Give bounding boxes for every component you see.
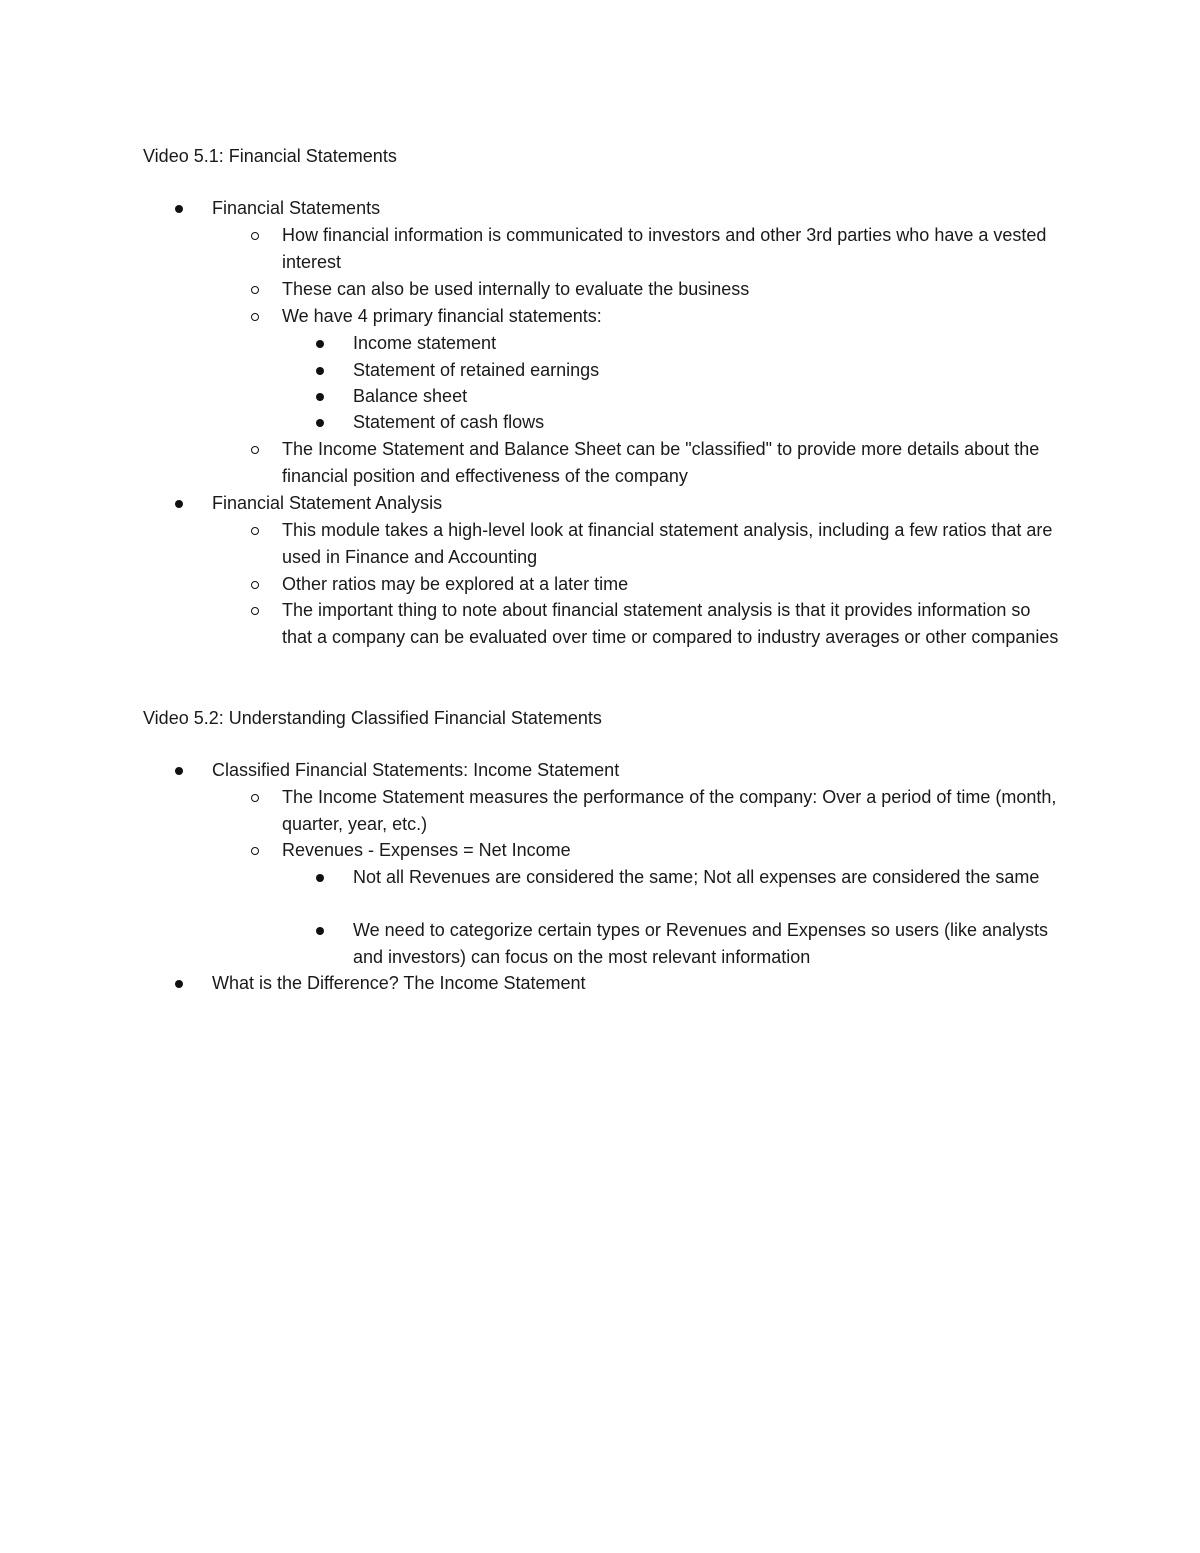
bullet-icon <box>316 419 324 427</box>
list-item <box>212 490 1062 517</box>
list-item <box>212 195 1062 222</box>
list-item <box>353 917 1053 971</box>
circle-bullet-icon <box>251 286 259 294</box>
list-item-text: What is the Difference? The Income Statement <box>212 973 586 993</box>
circle-bullet-icon <box>251 446 259 454</box>
circle-bullet-icon <box>251 607 259 615</box>
list-item <box>353 330 1053 357</box>
list-item-text: Statement of retained earnings <box>353 360 600 380</box>
bullet-icon <box>175 980 183 988</box>
list-item-text: We have 4 primary financial statements: <box>282 306 602 326</box>
list-item <box>282 436 1062 490</box>
bullet-icon <box>316 367 324 375</box>
list-item-text: Classified Financial Statements: Income Statement <box>212 760 620 780</box>
circle-bullet-icon <box>251 847 259 855</box>
circle-bullet-icon <box>251 313 259 321</box>
list-item <box>282 784 1062 838</box>
list-item <box>353 357 1053 384</box>
list-item <box>353 383 1053 410</box>
list-item-text: Financial Statements <box>212 198 381 218</box>
bullet-icon <box>316 340 324 348</box>
bullet-icon <box>175 205 183 213</box>
list-item-text: These can also be used internally to evaluate the business <box>282 279 750 299</box>
bullet-icon <box>175 500 183 508</box>
list-item <box>282 837 1062 864</box>
list-item-text: We need to categorize certain types or Revenues and Expenses so users (like analysts and investors) can focus on the most relevant information <box>353 920 1049 967</box>
bullet-icon <box>316 874 324 882</box>
circle-bullet-icon <box>251 794 259 802</box>
bullet-icon <box>175 767 183 775</box>
list-item-text: The important thing to note about financial statement analysis is that it provides information so that a company can be evaluated over time or compared to industry averages or other companies <box>282 600 1059 647</box>
list-item-text: Income statement <box>353 333 497 353</box>
list-item-text: This module takes a high-level look at financial statement analysis, including a few ratios that are used in Finance and Accounting <box>282 520 1053 567</box>
list-item <box>282 222 1062 276</box>
list-item-text: How financial information is communicated to investors and other 3rd parties who have a vested interest <box>282 225 1047 272</box>
list-item <box>212 970 1062 997</box>
bullet-icon <box>316 927 324 935</box>
list-item <box>282 571 1062 598</box>
list-item <box>282 517 1062 571</box>
list-item-text: The Income Statement measures the performance of the company: Over a period of time (month, quarter, year, etc.) <box>282 787 1057 834</box>
list-item <box>353 864 1053 891</box>
list-item-text: Financial Statement Analysis <box>212 493 443 513</box>
circle-bullet-icon <box>251 232 259 240</box>
list-item <box>282 276 1062 303</box>
list-item-text: Not all Revenues are considered the same; Not all expenses are considered the same <box>353 867 1040 887</box>
list-item-text: Statement of cash flows <box>353 412 545 432</box>
list-item-text: The Income Statement and Balance Sheet can be "classified" to provide more details about the financial position and effectiveness of the company <box>282 439 1040 486</box>
circle-bullet-icon <box>251 581 259 589</box>
section-heading: Video 5.2: Understanding Classified Financial Statements <box>143 708 602 728</box>
list-item-text: Other ratios may be explored at a later time <box>282 574 629 594</box>
circle-bullet-icon <box>251 527 259 535</box>
list-item <box>353 409 1053 436</box>
list-item-text: Revenues - Expenses = Net Income <box>282 840 571 860</box>
list-item <box>282 597 1062 651</box>
bullet-icon <box>316 393 324 401</box>
list-item <box>282 303 1062 330</box>
section-heading: Video 5.1: Financial Statements <box>143 146 397 166</box>
list-item <box>212 757 1062 784</box>
list-item-text: Balance sheet <box>353 386 468 406</box>
